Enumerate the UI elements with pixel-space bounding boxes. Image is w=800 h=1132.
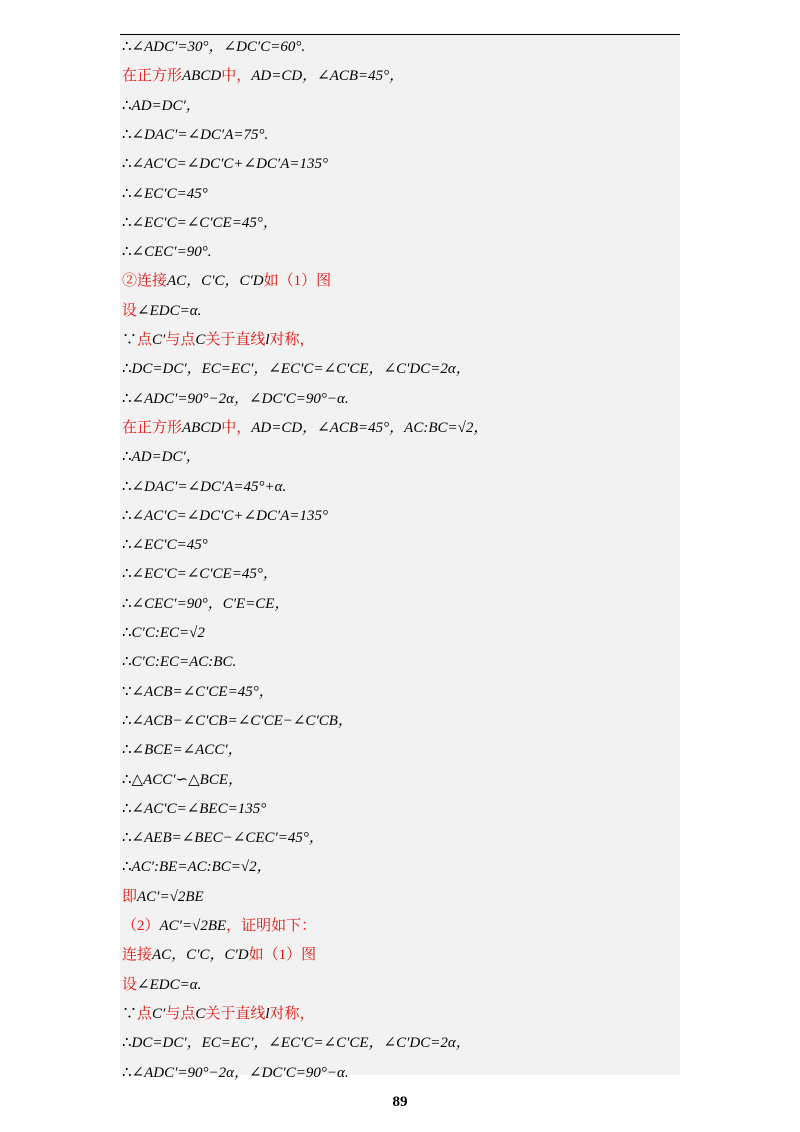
chinese-text: 中， — [221, 419, 252, 436]
chinese-text: 与点 — [165, 1005, 196, 1022]
math-expression: ADC′=90°−2α，∠DC′C=90°−α. — [144, 1064, 349, 1081]
math-expression: ADC′=90°−2α，∠DC′C=90°−α. — [144, 390, 349, 407]
chinese-text: 中， — [221, 68, 252, 85]
solution-line — [122, 476, 286, 498]
math-expression: ∠EDC=α. — [137, 302, 202, 319]
math-expression: ACC′∽△BCE， — [143, 771, 243, 788]
solution-line — [122, 1003, 315, 1025]
math-expression: DAC′=∠DC′A=45°+α. — [144, 478, 287, 495]
chinese-text: 点 — [137, 332, 153, 348]
math-expression: AD=DC′， — [131, 449, 201, 466]
math-expression: AD=CD，∠ACB=45°，AC:BC=√2， — [251, 419, 489, 436]
math-expression: DC=DC′，EC=EC′，∠EC′C=∠C′CE，∠C′DC=2α， — [131, 1035, 471, 1052]
math-symbol: ∴ — [122, 859, 132, 876]
math-symbol: ∴∠ — [122, 595, 145, 612]
math-symbol: ∴∠ — [122, 1064, 145, 1081]
solution-line — [122, 827, 324, 849]
chinese-text: 如（1）图 — [248, 947, 317, 964]
math-symbol: ∴ — [122, 361, 132, 378]
chinese-text: 与点 — [165, 332, 196, 348]
solution-line — [122, 886, 204, 908]
math-symbol: ∴∠ — [122, 537, 145, 554]
math-expression: C′C:EC=AC:BC. — [131, 654, 237, 671]
solution-line — [122, 388, 349, 410]
math-expression: BCE=∠ACC′， — [144, 742, 243, 759]
math-expression: EC′C=45° — [144, 537, 208, 554]
solution-line — [122, 300, 201, 322]
math-symbol: ∴ — [122, 97, 132, 114]
math-expression: AC′=√2BE — [159, 918, 227, 934]
solution-line — [122, 681, 274, 703]
solution-line — [122, 856, 272, 878]
solution-line — [122, 593, 289, 615]
chinese-text: 对称， — [269, 1005, 315, 1022]
math-expression: DC=DC′，EC=EC′，∠EC′C=∠C′CE，∠C′DC=2α， — [131, 361, 471, 378]
math-expression: AC，C′C，C′D — [152, 947, 249, 964]
solution-line — [122, 1032, 471, 1054]
solution-line — [122, 798, 266, 820]
math-symbol: ∴∠ — [122, 800, 145, 817]
math-symbol: ∴∠ — [122, 214, 145, 231]
solution-line — [122, 1062, 349, 1084]
math-symbol: ∴∠ — [122, 39, 145, 55]
math-expression: AC，C′C，C′D — [167, 273, 264, 290]
math-symbol: ∴∠ — [122, 156, 145, 173]
solution-line — [122, 153, 328, 175]
math-expression: C′C:EC=√2 — [131, 625, 205, 641]
math-expression: CEC′=90°，C′E=CE， — [144, 595, 290, 612]
math-expression: l — [265, 1005, 270, 1022]
math-expression: AD=CD，∠ACB=45°， — [251, 68, 405, 85]
math-symbol: ∵∠ — [122, 683, 145, 700]
math-expression: AD=DC′， — [131, 97, 201, 114]
solution-line — [122, 563, 278, 585]
chinese-text: 如（1）图 — [263, 273, 332, 290]
math-symbol: ∴∠ — [122, 478, 145, 495]
math-expression: ABCD — [182, 419, 222, 436]
solution-line — [122, 65, 404, 87]
math-expression: EC′C=∠C′CE=45°， — [144, 566, 278, 583]
solution-line — [122, 534, 208, 556]
solution-line — [122, 95, 201, 117]
chinese-text: 即 — [122, 888, 138, 905]
math-expression: EC′C=45° — [144, 185, 208, 202]
math-expression: AC′C=∠DC′C+∠DC′A=135° — [144, 156, 328, 173]
solution-line — [122, 329, 315, 351]
chinese-text: 关于直线 — [205, 332, 266, 348]
solution-line — [122, 124, 268, 146]
math-expression: l — [265, 332, 270, 348]
chinese-text: 设 — [122, 976, 138, 993]
solution-line — [122, 974, 201, 996]
math-symbol: ∴△ — [122, 771, 144, 788]
math-expression: EC′C=∠C′CE=45°， — [144, 214, 278, 231]
solution-line — [122, 651, 236, 673]
chinese-text: 对称， — [269, 332, 315, 348]
chinese-text: ，证明如下： — [226, 918, 317, 934]
chinese-text: ②连接 — [122, 273, 168, 290]
solution-line — [122, 417, 488, 439]
math-symbol: ∴∠ — [122, 185, 145, 202]
chinese-text: 在正方形 — [122, 68, 183, 85]
math-expression: ADC′=30°，∠DC′C=60°. — [144, 39, 306, 55]
solution-line — [122, 739, 243, 761]
math-expression: DAC′=∠DC′A=75°. — [144, 126, 269, 143]
math-expression: AC′=√2BE — [137, 888, 204, 905]
math-symbol: ∵ — [122, 1005, 138, 1022]
solution-line — [122, 358, 471, 380]
math-expression: ACB−∠C′CB=∠C′CE−∠C′CB， — [144, 712, 353, 729]
chinese-text: 连接 — [122, 947, 153, 964]
math-expression: C — [195, 332, 206, 348]
solution-line — [122, 915, 316, 937]
math-expression: AC′C=∠BEC=135° — [144, 800, 267, 817]
chinese-text: 设 — [122, 302, 138, 319]
math-symbol: ∴∠ — [122, 244, 145, 261]
math-symbol: ∴∠ — [122, 507, 145, 524]
math-symbol: ∴∠ — [122, 566, 145, 583]
page-number: 89 — [392, 1094, 408, 1110]
chinese-text: 在正方形 — [122, 419, 183, 436]
solution-line — [122, 446, 201, 468]
math-expression: C′ — [152, 1005, 166, 1022]
math-expression: CEC′=90°. — [144, 244, 212, 261]
math-symbol: ∴∠ — [122, 126, 145, 143]
math-symbol: ∴∠ — [122, 830, 145, 847]
chinese-text: 关于直线 — [205, 1005, 266, 1022]
math-symbol: ∴ — [122, 654, 132, 671]
math-symbol: ∴∠ — [122, 390, 145, 407]
math-expression: C — [195, 1005, 206, 1022]
solution-line — [122, 622, 205, 644]
math-symbol: ∵ — [122, 332, 138, 348]
math-symbol: ∴ — [122, 449, 132, 466]
solution-line — [122, 710, 353, 732]
math-symbol: ∴∠ — [122, 742, 145, 759]
solution-line — [122, 183, 208, 205]
math-symbol: ∴ — [122, 1035, 132, 1052]
solution-line — [122, 212, 278, 234]
math-expression: ACB=∠C′CE=45°， — [144, 683, 274, 700]
solution-line — [122, 944, 316, 966]
math-expression: ABCD — [182, 68, 222, 85]
solution-line — [122, 36, 305, 58]
solution-line — [122, 769, 243, 791]
math-expression: AC′:BE=AC:BC=√2， — [131, 859, 272, 876]
solution-line — [122, 241, 211, 263]
math-symbol: ∴∠ — [122, 712, 145, 729]
solution-line — [122, 505, 328, 527]
math-symbol: ∴ — [122, 625, 132, 641]
math-expression: AC′C=∠DC′C+∠DC′A=135° — [144, 507, 328, 524]
chinese-text: （2） — [122, 918, 160, 934]
solution-line — [122, 270, 331, 292]
math-expression: AEB=∠BEC−∠CEC′=45°， — [144, 830, 324, 847]
chinese-text: 点 — [137, 1005, 153, 1022]
math-expression: C′ — [152, 332, 166, 348]
math-expression: ∠EDC=α. — [137, 976, 202, 993]
